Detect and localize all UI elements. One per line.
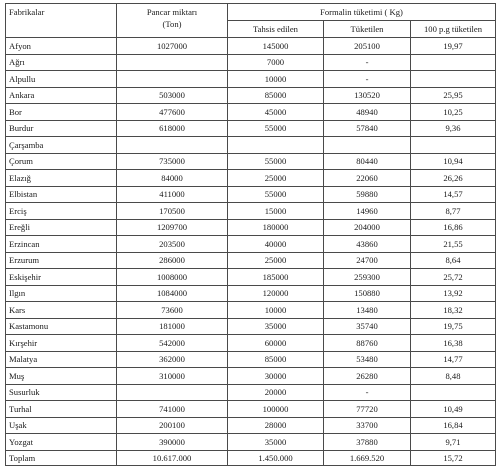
- cell-beet-amount: [117, 137, 228, 154]
- cell-beet-amount: 170500: [117, 203, 228, 220]
- cell-factory: Toplam: [6, 450, 117, 465]
- cell-allocated: 100000: [228, 401, 324, 418]
- header-row-top: [6, 4, 496, 21]
- cell-per100: [411, 384, 496, 401]
- cell-beet-amount: [117, 71, 228, 88]
- cell-consumed: 37880: [324, 434, 411, 451]
- cell-consumed: 53480: [324, 351, 411, 368]
- cell-allocated: 120000: [228, 285, 324, 302]
- cell-per100: 18,32: [411, 302, 496, 319]
- cell-factory: Ağrı: [6, 54, 117, 71]
- header-beet-line2: (Ton): [162, 19, 182, 29]
- cell-factory: Kastamonu: [6, 318, 117, 335]
- cell-factory: Ilgın: [6, 285, 117, 302]
- cell-consumed: 88760: [324, 335, 411, 352]
- cell-consumed: 35740: [324, 318, 411, 335]
- cell-allocated: 180000: [228, 219, 324, 236]
- cell-allocated: 25000: [228, 252, 324, 269]
- cell-beet-amount: 203500: [117, 236, 228, 253]
- cell-allocated: 10000: [228, 302, 324, 319]
- cell-factory: Turhal: [6, 401, 117, 418]
- cell-factory: Muş: [6, 368, 117, 385]
- cell-consumed: 259300: [324, 269, 411, 286]
- cell-beet-amount: [117, 54, 228, 71]
- cell-per100: 8,77: [411, 203, 496, 220]
- cell-per100: 15,72: [411, 450, 496, 465]
- cell-beet-amount: 73600: [117, 302, 228, 319]
- cell-factory: Erciş: [6, 203, 117, 220]
- table-row: [6, 384, 496, 401]
- cell-beet-amount: 542000: [117, 335, 228, 352]
- cell-per100: 16,38: [411, 335, 496, 352]
- cell-allocated: 28000: [228, 417, 324, 434]
- cell-per100: [411, 71, 496, 88]
- table-row: [6, 417, 496, 434]
- cell-consumed: 77720: [324, 401, 411, 418]
- cell-per100: 19,75: [411, 318, 496, 335]
- table-row: [6, 87, 496, 104]
- cell-beet-amount: [117, 384, 228, 401]
- cell-allocated: 185000: [228, 269, 324, 286]
- cell-allocated: 35000: [228, 434, 324, 451]
- table-row: [6, 120, 496, 137]
- cell-consumed: 59880: [324, 186, 411, 203]
- table-row: [6, 269, 496, 286]
- table-row: [6, 186, 496, 203]
- cell-beet-amount: 310000: [117, 368, 228, 385]
- cell-per100: 25,95: [411, 87, 496, 104]
- cell-factory: Yozgat: [6, 434, 117, 451]
- cell-beet-amount: 1008000: [117, 269, 228, 286]
- cell-beet-amount: 84000: [117, 170, 228, 187]
- cell-allocated: 85000: [228, 87, 324, 104]
- cell-consumed: 48940: [324, 104, 411, 121]
- cell-allocated: 1.450.000: [228, 450, 324, 465]
- cell-beet-amount: 200100: [117, 417, 228, 434]
- cell-per100: 14,77: [411, 351, 496, 368]
- cell-beet-amount: 10.617.000: [117, 450, 228, 465]
- cell-consumed: 1.669.520: [324, 450, 411, 465]
- cell-factory: Elazığ: [6, 170, 117, 187]
- cell-factory: Afyon: [6, 38, 117, 55]
- table-row: [6, 153, 496, 170]
- cell-factory: Bor: [6, 104, 117, 121]
- cell-per100: 16,84: [411, 417, 496, 434]
- cell-beet-amount: 1027000: [117, 38, 228, 55]
- cell-consumed: 14960: [324, 203, 411, 220]
- table-row: [6, 351, 496, 368]
- cell-per100: 16,86: [411, 219, 496, 236]
- table-row: [6, 318, 496, 335]
- cell-factory: Susurluk: [6, 384, 117, 401]
- cell-per100: 19,97: [411, 38, 496, 55]
- table-row: [6, 71, 496, 88]
- cell-allocated: 30000: [228, 368, 324, 385]
- cell-factory: Ereğli: [6, 219, 117, 236]
- cell-per100: 10,49: [411, 401, 496, 418]
- cell-per100: 10,25: [411, 104, 496, 121]
- cell-factory: Erzincan: [6, 236, 117, 253]
- cell-allocated: 55000: [228, 153, 324, 170]
- cell-consumed: 33700: [324, 417, 411, 434]
- header-beet-amount: [117, 4, 228, 38]
- table-row: [6, 252, 496, 269]
- table-row: [6, 236, 496, 253]
- cell-beet-amount: 362000: [117, 351, 228, 368]
- formalin-consumption-table: [5, 3, 496, 466]
- cell-factory: Uşak: [6, 417, 117, 434]
- cell-beet-amount: 735000: [117, 153, 228, 170]
- cell-allocated: 60000: [228, 335, 324, 352]
- cell-consumed: [324, 137, 411, 154]
- cell-consumed: 13480: [324, 302, 411, 319]
- cell-factory: Çorum: [6, 153, 117, 170]
- cell-consumed: -: [324, 384, 411, 401]
- cell-allocated: 15000: [228, 203, 324, 220]
- cell-beet-amount: 411000: [117, 186, 228, 203]
- cell-consumed: 22060: [324, 170, 411, 187]
- cell-allocated: 45000: [228, 104, 324, 121]
- cell-per100: 14,57: [411, 186, 496, 203]
- cell-per100: [411, 137, 496, 154]
- cell-allocated: 10000: [228, 71, 324, 88]
- cell-allocated: 20000: [228, 384, 324, 401]
- header-per100: 100 p.g tüketilen: [411, 21, 496, 38]
- table-row: [6, 368, 496, 385]
- cell-allocated: [228, 137, 324, 154]
- header-beet-line1: Pancar miktarı: [146, 7, 198, 17]
- cell-factory: Ankara: [6, 87, 117, 104]
- total-row: [6, 450, 496, 465]
- table-row: [6, 335, 496, 352]
- cell-consumed: -: [324, 54, 411, 71]
- header-consumed: Tüketilen: [324, 21, 411, 38]
- cell-beet-amount: 1209700: [117, 219, 228, 236]
- cell-allocated: 145000: [228, 38, 324, 55]
- cell-per100: 13,92: [411, 285, 496, 302]
- cell-consumed: 57840: [324, 120, 411, 137]
- cell-beet-amount: 181000: [117, 318, 228, 335]
- cell-allocated: 40000: [228, 236, 324, 253]
- cell-consumed: -: [324, 71, 411, 88]
- cell-factory: Çarşamba: [6, 137, 117, 154]
- cell-beet-amount: 618000: [117, 120, 228, 137]
- cell-per100: 8,48: [411, 368, 496, 385]
- cell-per100: 26,26: [411, 170, 496, 187]
- cell-factory: Malatya: [6, 351, 117, 368]
- cell-allocated: 55000: [228, 120, 324, 137]
- cell-per100: 9,71: [411, 434, 496, 451]
- cell-beet-amount: 1084000: [117, 285, 228, 302]
- cell-factory: Eskişehir: [6, 269, 117, 286]
- header-allocated: Tahsis edilen: [228, 21, 324, 38]
- header-formalin-consumption: Formalin tüketimi ( Kg): [228, 4, 496, 21]
- table-row: [6, 170, 496, 187]
- cell-per100: 8,64: [411, 252, 496, 269]
- cell-beet-amount: 390000: [117, 434, 228, 451]
- cell-per100: 21,55: [411, 236, 496, 253]
- cell-consumed: 204000: [324, 219, 411, 236]
- cell-per100: 9,36: [411, 120, 496, 137]
- table-row: [6, 137, 496, 154]
- cell-consumed: 150880: [324, 285, 411, 302]
- table-row: [6, 38, 496, 55]
- table-row: [6, 285, 496, 302]
- table-row: [6, 302, 496, 319]
- table-row: [6, 104, 496, 121]
- cell-factory: Kars: [6, 302, 117, 319]
- cell-per100: 25,72: [411, 269, 496, 286]
- cell-beet-amount: 503000: [117, 87, 228, 104]
- cell-factory: Kırşehir: [6, 335, 117, 352]
- cell-allocated: 7000: [228, 54, 324, 71]
- table-row: [6, 219, 496, 236]
- cell-consumed: 26280: [324, 368, 411, 385]
- cell-beet-amount: 286000: [117, 252, 228, 269]
- cell-beet-amount: 477600: [117, 104, 228, 121]
- cell-allocated: 85000: [228, 351, 324, 368]
- table-body: [6, 38, 496, 466]
- cell-consumed: 205100: [324, 38, 411, 55]
- cell-allocated: 35000: [228, 318, 324, 335]
- table-row: [6, 203, 496, 220]
- cell-factory: Alpullu: [6, 71, 117, 88]
- cell-factory: Elbistan: [6, 186, 117, 203]
- cell-consumed: 80440: [324, 153, 411, 170]
- cell-per100: [411, 54, 496, 71]
- table-row: [6, 434, 496, 451]
- table-row: [6, 401, 496, 418]
- cell-allocated: 25000: [228, 170, 324, 187]
- cell-factory: Burdur: [6, 120, 117, 137]
- cell-consumed: 130520: [324, 87, 411, 104]
- cell-beet-amount: 741000: [117, 401, 228, 418]
- table-row: [6, 54, 496, 71]
- cell-consumed: 43860: [324, 236, 411, 253]
- cell-per100: 10,94: [411, 153, 496, 170]
- header-factory: Fabrikalar: [6, 4, 117, 38]
- cell-allocated: 55000: [228, 186, 324, 203]
- cell-consumed: 24700: [324, 252, 411, 269]
- cell-factory: Erzurum: [6, 252, 117, 269]
